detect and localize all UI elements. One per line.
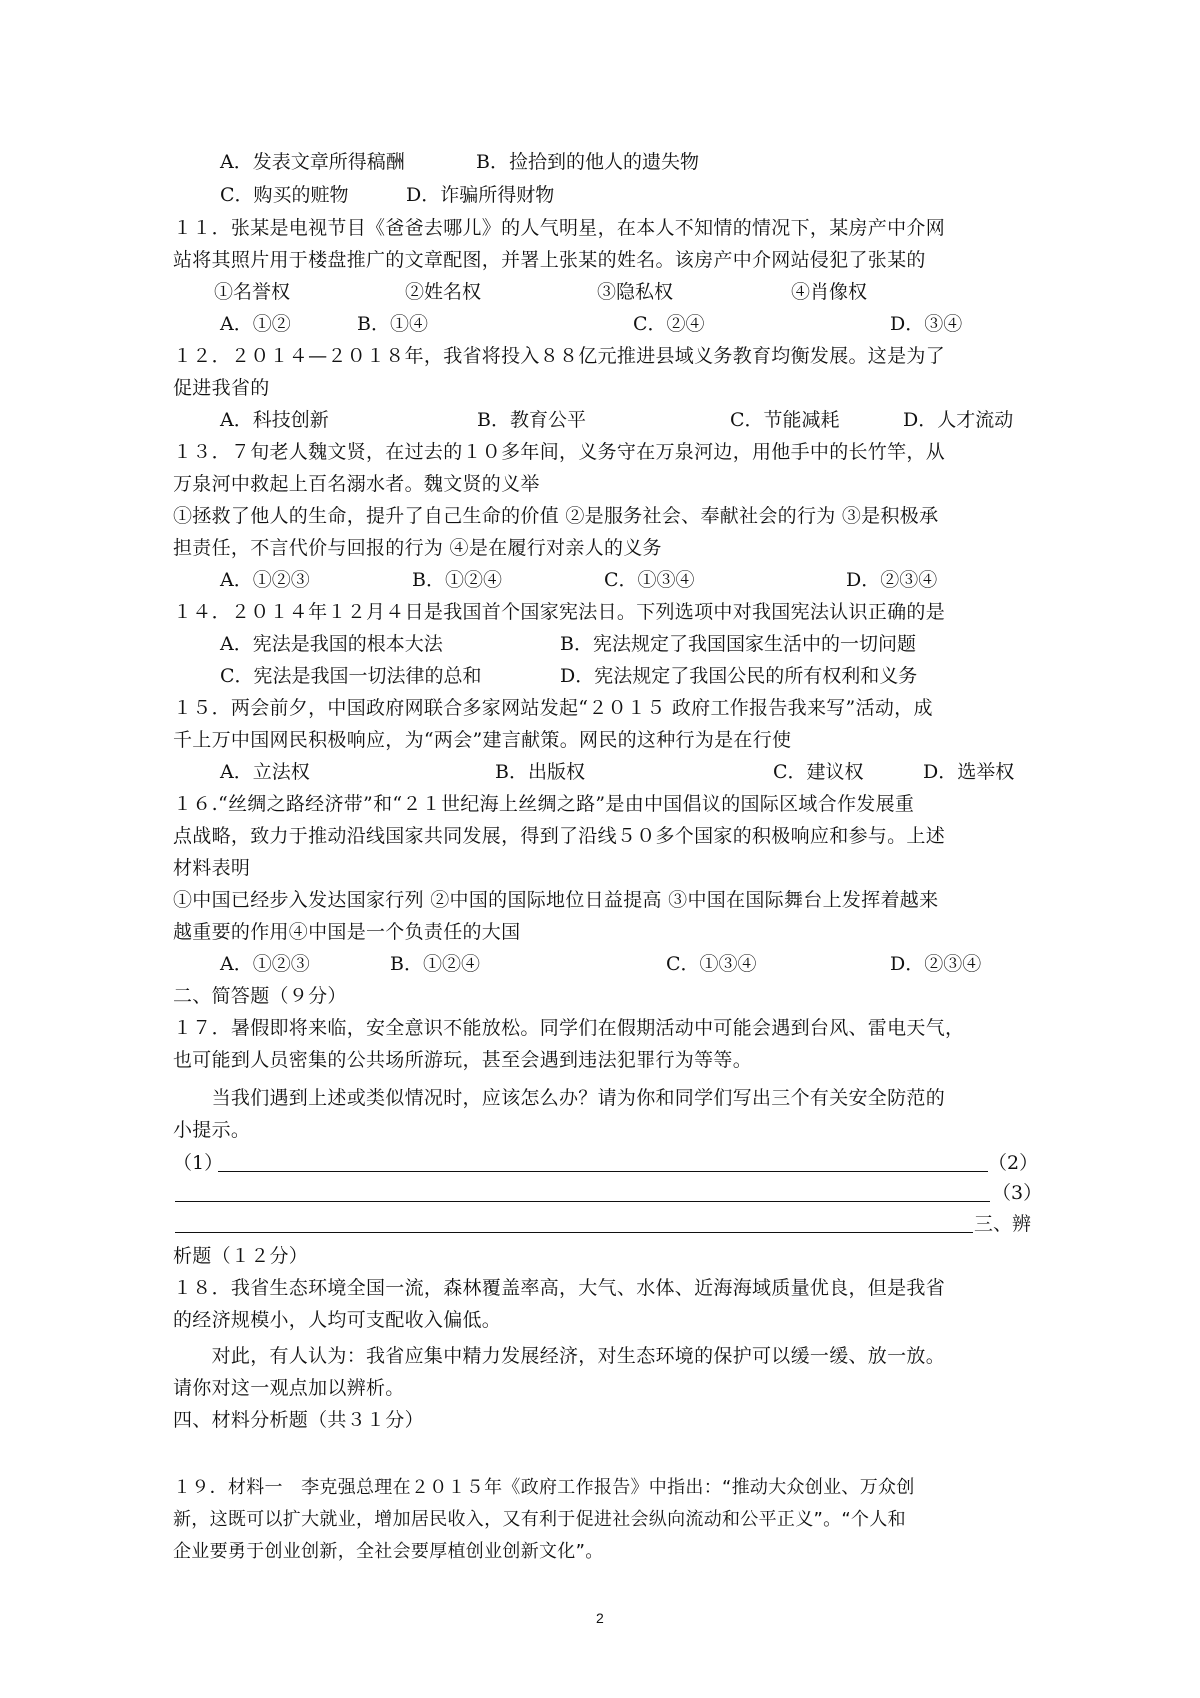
section-heading-material-analysis: 四、材料分析题（共３１分） [173,1409,424,1431]
q13-option-d: D．②③④ [846,569,938,591]
q12-option-c: C．节能减耗 [730,409,840,431]
q17-answer-line-2[interactable] [175,1201,990,1202]
q11-option-b: B．①④ [357,313,428,335]
section-heading-analysis-part2: 析题（１２分） [173,1245,309,1267]
q17-stem-cont: 也可能到人员密集的公共场所游玩，甚至会遇到违法犯罪行为等等。 [173,1049,753,1071]
q10-option-d: D．诈骗所得财物 [406,184,555,206]
q13-option-c: C．①③④ [604,569,695,591]
q13-stem-cont: 万泉河中救起上百名溺水者。魏文贤的义举 [173,473,540,495]
q14-stem: １４．２０１４年１２月４日是我国首个国家宪法日。下列选项中对我国宪法认识正确的是 [173,601,946,623]
q12-option-d: D．人才流动 [903,409,1014,431]
q15-stem: １５．两会前夕，中国政府网联合多家网站发起“２０１５ 政府工作报告我来写”活动，成 [173,697,933,719]
q15-option-d: D．选举权 [923,761,1015,783]
q14-option-a: A．宪法是我国的根本大法 [220,633,443,655]
q16-option-c: C．①③④ [666,953,757,975]
q17-stem: １７．暑假即将来临，安全意识不能放松。同学们在假期活动中可能会遇到台风、雷电天气， [173,1017,965,1039]
q16-stem-cont: 点战略，致力于推动沿线国家共同发展，得到了沿线５０多个国家的积极响应和参与。上述 [173,825,946,847]
q13-items: ①拯救了他人的生命，提升了自己生命的价值 ②是服务社会、奉献社会的行为 ③是积极承 [173,505,939,527]
q18-prompt-cont: 请你对这一观点加以辨析。 [173,1377,405,1399]
q16-option-b: B．①②④ [390,953,480,975]
q11-item-4: ④肖像权 [791,281,868,303]
q16-option-a: A．①②③ [220,953,310,975]
q11-option-a: A．①② [220,313,291,335]
q18-stem: １８．我省生态环境全国一流，森林覆盖率高，大气、水体、近海海域质量优良，但是我省 [173,1277,946,1299]
q17-prompt: 当我们遇到上述或类似情况时，应该怎么办？请为你和同学们写出三个有关安全防范的 [173,1087,946,1109]
q18-prompt: 对此，有人认为：我省应集中精力发展经济，对生态环境的保护可以缓一缓、放一放。 [173,1345,946,1367]
q13-items-cont: 担责任，不言代价与回报的行为 ④是在履行对亲人的义务 [173,537,662,559]
q16-stem: １６.“丝绸之路经济带”和“２１世纪海上丝绸之路”是由中国倡议的国际区域合作发展重 [173,793,915,815]
q15-stem-cont: 千上万中国网民积极响应，为“两会”建言献策。网民的这种行为是在行使 [173,729,792,751]
q17-blank1-label: （1） [173,1152,224,1174]
q13-option-b: B．①②④ [412,569,502,591]
q11-stem-cont: 站将其照片用于楼盘推广的文章配图，并署上张某的姓名。该房产中介网站侵犯了张某的 [173,249,926,271]
q10-option-b: B．捡拾到的他人的遗失物 [476,151,699,173]
q12-option-b: B．教育公平 [477,409,586,431]
q15-option-b: B．出版权 [495,761,585,783]
q15-option-c: C．建议权 [773,761,864,783]
q10-option-a: A．发表文章所得稿酬 [220,151,405,173]
q19-material-1: １９．材料一 李克强总理在２０１５年《政府工作报告》中指出：“推动大众创业、万众创 [173,1477,915,1498]
q11-option-d: D．③④ [890,313,963,335]
q13-option-a: A．①②③ [220,569,310,591]
section-heading-short-answer: 二、简答题（９分） [173,985,347,1007]
q14-option-b: B．宪法规定了我国国家生活中的一切问题 [560,633,916,655]
q19-material-1-cont: 新，这既可以扩大就业，增加居民收入，又有利于促进社会纵向流动和公平正义”。“个人和 [173,1509,906,1530]
q17-answer-line-3[interactable] [175,1232,973,1233]
q17-blank2-label: （2） [988,1152,1039,1174]
q14-option-d: D．宪法规定了我国公民的所有权利和义务 [560,665,918,687]
q10-option-c: C．购买的赃物 [220,184,349,206]
page-number: 2 [596,1610,604,1626]
q17-answer-line-1[interactable] [218,1171,988,1172]
q11-item-1: ①名誉权 [214,281,291,303]
q16-items-cont: 越重要的作用④中国是一个负责任的大国 [173,921,521,943]
q11-item-3: ③隐私权 [597,281,674,303]
q16-items: ①中国已经步入发达国家行列 ②中国的国际地位日益提高 ③中国在国际舞台上发挥着越来 [173,889,939,911]
q11-option-c: C．②④ [633,313,705,335]
q15-option-a: A．立法权 [220,761,310,783]
q16-stem-cont-2: 材料表明 [173,857,251,879]
q12-option-a: A．科技创新 [220,409,329,431]
q11-stem: １１．张某是电视节目《爸爸去哪儿》的人气明星，在本人不知情的情况下，某房产中介网 [173,217,946,239]
q11-item-2: ②姓名权 [405,281,482,303]
q17-prompt-cont: 小提示。 [173,1119,251,1141]
q16-option-d: D．②③④ [890,953,982,975]
q17-blank3-label: （3） [992,1182,1043,1204]
q18-stem-cont: 的经济规模小，人均可支配收入偏低。 [173,1309,502,1331]
section-heading-analysis-part1: 三、辨 [974,1213,1032,1235]
q19-material-1-cont-2: 企业要勇于创业创新，全社会要厚植创业创新文化”。 [173,1541,604,1562]
q12-stem-cont: 促进我省的 [173,377,270,399]
q13-stem: １３．７旬老人魏文贤，在过去的１０多年间，义务守在万泉河边，用他手中的长竹竿，从 [173,441,946,463]
q14-option-c: C．宪法是我国一切法律的总和 [220,665,482,687]
q12-stem: １２．２０１４—２０１８年，我省将投入８８亿元推进县域义务教育均衡发展。这是为了 [173,345,946,367]
